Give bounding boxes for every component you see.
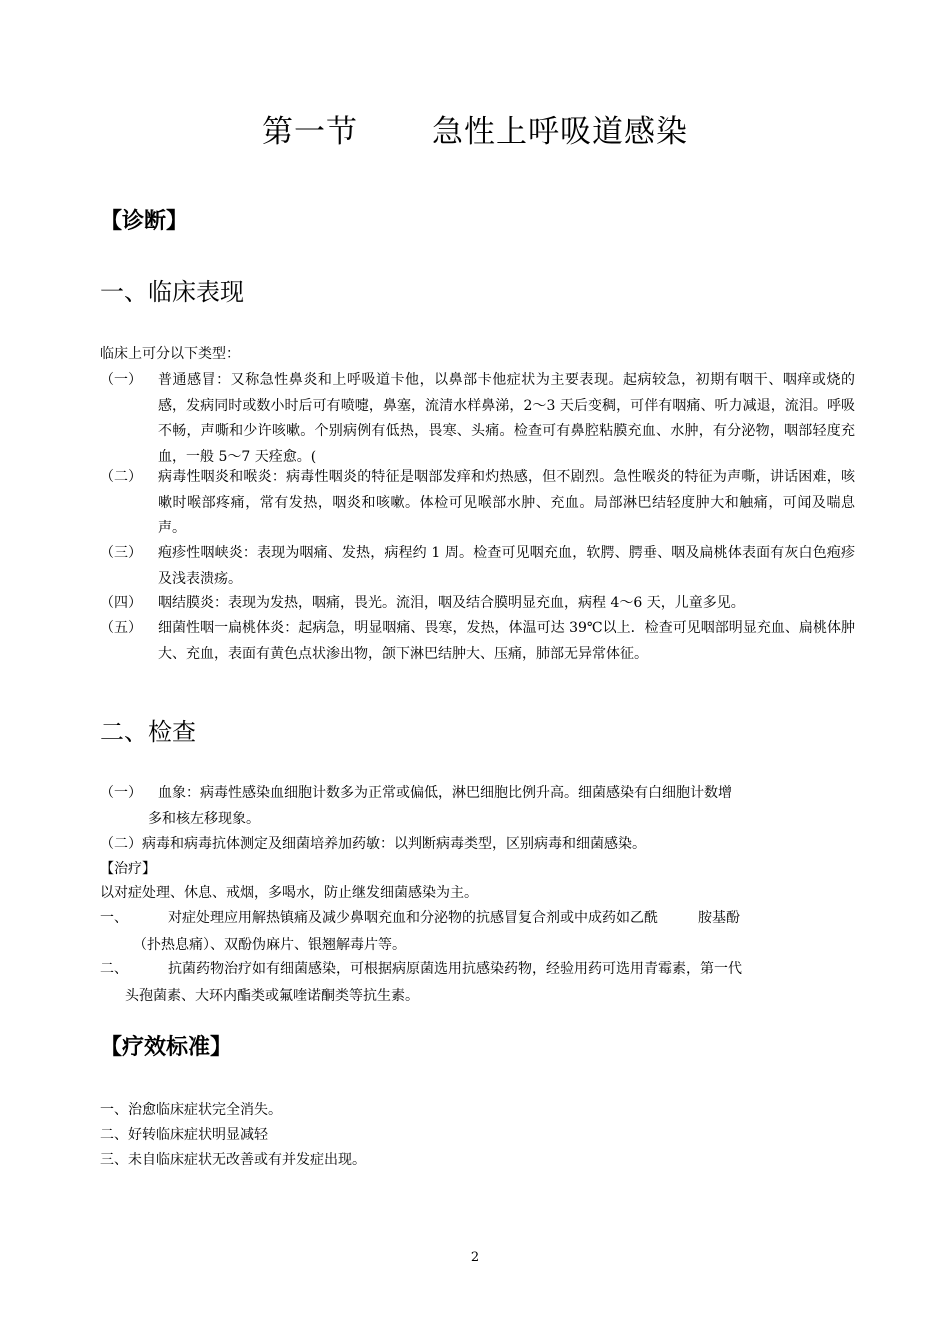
- item-number: （三）: [100, 545, 142, 561]
- exam-item: [100, 781, 855, 832]
- item-number: （一）: [100, 372, 142, 388]
- title-section-number: 第一节: [262, 114, 358, 150]
- exam-item-2: （二）病毒和病毒抗体测定及细菌培养加药敏：以判断病毒类型，区别病毒和细菌感染。: [100, 836, 646, 852]
- title-topic: 急性上呼吸道感染: [432, 114, 688, 150]
- item-text-line: 抗菌药物治疗如有细菌感染，可根据病原菌选用抗感染药物，经验用药可选用青霉素，第一代: [168, 961, 742, 977]
- page-number: 2: [470, 1250, 480, 1265]
- item-text: 细菌性咽一扁桃体炎：起病急，明显咽痛、畏寒，发热，体温可达 39℃以上．检查可见咽部明显充血、扁桃体肿大、充血，表面有黄色点状渗出物，颌下淋巴结肿大、压痛，肺部无异常体征。: [158, 620, 855, 662]
- exam-heading: 二、检查: [100, 718, 196, 746]
- item-text: 疱疹性咽峡炎：表现为咽痛、发热，病程约 1 周。检查可见咽充血，软腭、腭垂、咽及扁桃体表面有灰白色疱疹及浅表溃疡。: [158, 545, 855, 587]
- clinical-heading: 一、临床表现: [100, 278, 244, 306]
- item-text-line: 血象：病毒性感染血细胞计数多为正常或偏低，淋巴细胞比例升高。细菌感染有白细胞计数增: [158, 785, 732, 801]
- item-number: 一、: [100, 910, 128, 926]
- treatment-item: [100, 956, 855, 1010]
- clinical-item: [100, 465, 855, 542]
- item-text: 病毒性咽炎和喉炎：病毒性咽炎的特征是咽部发痒和灼热感，但不剧烈。急性喉炎的特征为声嘶，讲话困难，咳嗽时喉部疼痛，常有发热，咽炎和咳嗽。体检可见喉部水肿、充血。局部淋巴结轻度肿大和触痛，可闻及喘息声。: [158, 469, 855, 536]
- clinical-item: [100, 541, 855, 592]
- page-title: [0, 106, 950, 151]
- treatment-heading: 【治疗】: [100, 861, 156, 877]
- efficacy-item: 二、好转临床症状明显减轻: [100, 1127, 268, 1143]
- clinical-intro: 临床上可分以下类型：: [100, 346, 240, 362]
- item-text-line: 多和核左移现象。: [148, 810, 260, 827]
- item-number: （二）: [100, 469, 142, 485]
- treatment-intro: 以对症处理、休息、戒烟，多喝水，防止继发细菌感染为主。: [100, 885, 478, 901]
- item-text-line: 胺基酚: [698, 910, 740, 926]
- item-text-line: 对症处理应用解热镇痛及减少鼻咽充血和分泌物的抗感冒复合剂或中成药如乙酰: [168, 910, 658, 926]
- clinical-item: [100, 591, 855, 617]
- clinical-item: [100, 616, 855, 667]
- item-text-line: （扑热息痛）、双酚伪麻片、银翘解毒片等。: [133, 937, 406, 953]
- item-text: 普通感冒：又称急性鼻炎和上呼吸道卡他，以鼻部卡他症状为主要表现。起病较急，初期有咽干、咽痒或烧的感，发病同时或数小时后可有喷嚏，鼻塞，流清水样鼻涕，2～3 天后变稠，可伴有咽痛、听力减退，流泪。呼吸不畅，声嘶和少许咳嗽。个别病例有低热，畏寒、头痛。检查可有鼻腔粘膜充血、水肿，有分泌物，咽部轻度充血，一般 5～7 天痊愈。(: [158, 372, 855, 465]
- efficacy-item: 一、治愈临床症状完全消失。: [100, 1102, 282, 1118]
- item-number: 二、: [100, 961, 128, 977]
- efficacy-heading: 【疗效标准】: [100, 1035, 233, 1060]
- diagnosis-heading: 【诊断】: [100, 209, 189, 234]
- item-number: （五）: [100, 620, 142, 636]
- item-text: 咽结膜炎：表现为发热，咽痛，畏光。流泪，咽及结合膜明显充血，病程 4～6 天，儿童多见。: [158, 595, 745, 611]
- item-text-line: 头孢菌素、大环内酯类或氟喹诺酮类等抗生素。: [125, 988, 419, 1004]
- treatment-item: [100, 905, 855, 959]
- item-number: （一）: [100, 785, 142, 801]
- clinical-item: [100, 368, 855, 470]
- item-number: （四）: [100, 595, 142, 611]
- efficacy-item: 三、未自临床症状无改善或有并发症出现。: [100, 1152, 366, 1168]
